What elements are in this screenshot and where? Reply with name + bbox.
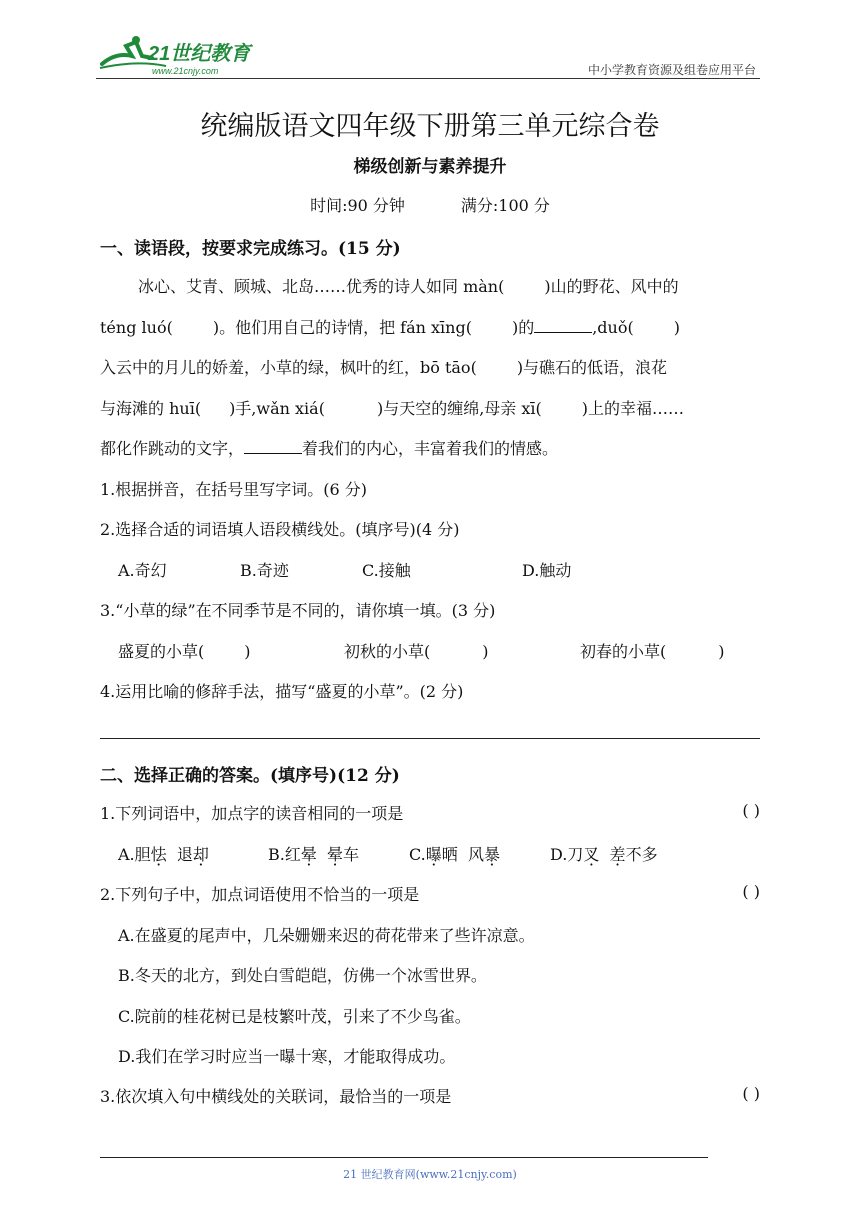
logo-text: 21世纪教育	[148, 43, 251, 65]
passage-line-2: téng luó( )。他们用自己的诗情，把 fán xīng( )的 ,duǒ( )	[100, 318, 680, 337]
s2-q2-option-b: B.冬天的北方，到处白雪皑皑，仿佛一个冰雪世界。	[118, 966, 487, 985]
s2-q2-answer-paren: ( )	[742, 882, 760, 901]
s1-q2-option-a: A.奇幻	[118, 561, 167, 580]
blank-line-1	[534, 318, 592, 333]
s2-question-1: 1.下列词语中，加点字的读音相同的一项是	[100, 804, 404, 823]
s1-q3-item-spring: 初春的小草( )	[580, 642, 725, 661]
passage-line-5: 都化作跳动的文字， 着我们的内心，丰富着我们的情感。	[100, 439, 559, 458]
passage-line-1: 冰心、艾青、顾城、北岛……优秀的诗人如同 màn( )山的野花、风中的	[138, 277, 679, 296]
s1-q3-item-summer: 盛夏的小草( )	[118, 642, 251, 661]
s1-question-4: 4.运用比喻的修辞手法，描写“盛夏的小草”。(2 分)	[100, 682, 464, 701]
passage-line-3: 入云中的月儿的娇羞，小草的绿，枫叶的红，bō tāo( )与礁石的低语，浪花	[100, 358, 668, 377]
s1-q2-option-d: D.触动	[522, 561, 572, 580]
s2-q1-option-b: B.红晕 晕车	[268, 845, 360, 864]
logo-url: www.21cnjy.com	[152, 66, 219, 76]
section2-heading: 二、选择正确的答案。(填序号)(12 分)	[100, 766, 400, 786]
s2-q1-answer-paren: ( )	[742, 801, 760, 820]
s1-q3-item-autumn: 初秋的小草( )	[344, 642, 489, 661]
s1-q2-option-c: C.接触	[362, 561, 411, 580]
s2-q1-option-a: A.胆怯 退却	[118, 845, 209, 864]
header-divider	[96, 78, 760, 79]
s1-question-2: 2.选择合适的词语填人语段横线处。(填序号)(4 分)	[100, 520, 460, 539]
passage-line-4: 与海滩的 huī( )手,wǎn xiá( )与天空的缠绵,母亲 xī( )上的幸福……	[100, 399, 685, 418]
s2-q2-option-d: D.我们在学习时应当一曝十寒，才能取得成功。	[118, 1047, 456, 1066]
s2-question-3: 3.依次填入句中横线处的关联词，最恰当的一项是	[100, 1087, 452, 1106]
s2-q1-option-d: D.刀叉 差不多	[550, 845, 658, 864]
s2-q2-option-c: C.院前的桂花树已是枝繁叶茂，引来了不少鸟雀。	[118, 1007, 471, 1026]
answer-line	[100, 738, 760, 739]
footer-divider	[100, 1157, 708, 1158]
s1-question-3: 3.“小草的绿”在不同季节是不同的，请你填一填。(3 分)	[100, 601, 496, 620]
s2-q2-option-a: A.在盛夏的尾声中，几朵姗姗来迟的荷花带来了些许凉意。	[118, 926, 535, 945]
s1-q2-option-b: B.奇迹	[240, 561, 289, 580]
blank-line-2	[244, 439, 302, 454]
section1-heading: 一、读语段，按要求完成练习。(15 分)	[100, 239, 401, 259]
exam-time: 时间:90 分钟	[310, 196, 405, 215]
site-logo	[96, 34, 256, 78]
exam-score: 满分:100 分	[460, 196, 550, 215]
page-title: 统编版语文四年级下册第三单元综合卷	[200, 111, 660, 142]
s2-q3-answer-paren: ( )	[742, 1084, 760, 1103]
page-subtitle: 梯级创新与素养提升	[353, 157, 507, 177]
s1-question-1: 1.根据拼音，在括号里写字词。(6 分)	[100, 480, 368, 499]
header-platform-text: 中小学教育资源及组卷应用平台	[587, 63, 756, 77]
footer-link[interactable]: 21 世纪教育网(www.21cnjy.com)	[343, 1168, 517, 1181]
s2-q1-option-c: C.曝晒 风暴	[409, 845, 500, 864]
exam-meta	[0, 193, 860, 216]
s2-question-2: 2.下列句子中，加点词语使用不恰当的一项是	[100, 885, 420, 904]
